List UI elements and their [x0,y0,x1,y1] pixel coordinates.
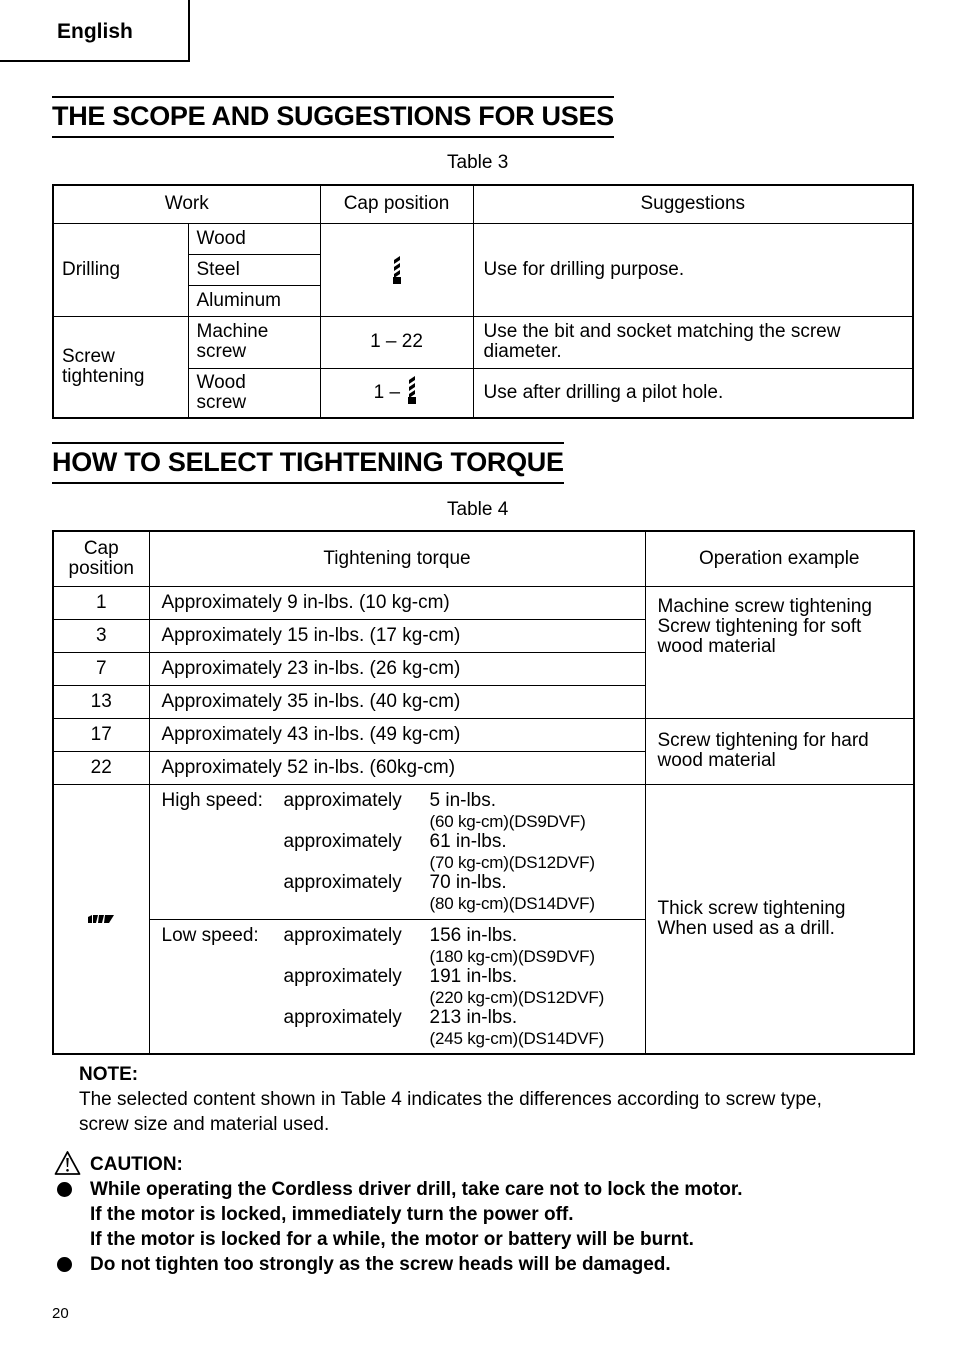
cap-value: 1 [53,586,149,619]
drill-mode-cap-cell [53,784,149,1054]
machine-screw-suggestion [473,316,913,368]
approx-text: approximately [283,1006,402,1028]
torque-kg-cm-model: (220 kg-cm)(DS12DVF) [429,987,605,1007]
high-speed-line-3 [162,873,645,893]
suggestion-line1: Use the bit and socket matching the screw [483,321,841,342]
header-cap-position: Cap position [320,185,473,223]
type-machine-screw [188,316,320,368]
low-speed-block [150,920,645,1053]
header-tightening-torque: Tightening torque [149,531,645,586]
type-line1: Machine [196,321,269,342]
machine-screw-cap: 1 – 22 [320,316,473,368]
torque-in-lbs: 191 in-lbs. [429,965,518,987]
cap-value: 22 [53,751,149,784]
approx-text: approximately [283,789,402,811]
cap-value: 3 [53,619,149,652]
example-line: Thick screw tightening [657,897,846,919]
warning-triangle-icon [54,1150,81,1176]
approx-text: approximately [283,830,402,852]
table-3-caption: Table 3 [447,152,509,173]
low-speed-cell [149,919,645,1054]
type-line2: screw [196,391,247,413]
example-line: When used as a drill. [657,917,835,939]
header-cap-position [53,531,149,586]
caution-line: Do not tighten too strongly as the screw heads will be damaged. [90,1254,671,1275]
screw-label-line2: tightening [62,365,145,387]
caution-block [54,1152,742,1277]
drilling-suggestion: Use for drilling purpose. [473,223,913,316]
torque-kg-cm-model: (70 kg-cm)(DS12DVF) [429,852,595,872]
section-title-torque: HOW TO SELECT TIGHTENING TORQUE [52,442,564,484]
torque-value: Approximately 43 in-lbs. (49 kg-cm) [149,718,645,751]
table-4-caption: Table 4 [447,499,509,520]
example-line: Screw tightening for soft [657,615,862,637]
cap-value: 13 [53,685,149,718]
torque-value: Approximately 15 in-lbs. (17 kg-cm) [149,619,645,652]
caution-line: If the motor is locked for a while, the motor or battery will be burnt. [90,1229,694,1250]
type-wood-screw [188,368,320,418]
wood-screw-suggestion: Use after drilling a pilot hole. [473,368,913,418]
work-screw-tightening [53,316,188,418]
low-speed-line-2 [162,967,645,987]
torque-in-lbs: 156 in-lbs. [429,924,518,946]
example-line: Screw tightening for hard [657,730,869,751]
torque-in-lbs: 5 in-lbs. [429,789,497,811]
torque-kg-cm-model: (80 kg-cm)(DS14DVF) [429,893,595,913]
low-speed-line-3 [162,1008,645,1028]
drill-bit-icon [390,255,404,285]
material-steel: Steel [188,254,320,285]
material-aluminum: Aluminum [188,285,320,316]
caution-bullet-1 [54,1177,742,1252]
high-speed-block [150,785,645,918]
suggestion-line2: diameter. [483,341,562,362]
header-operation-example: Operation example [645,531,914,586]
approx-text: approximately [283,965,402,987]
cap-value: 17 [53,718,149,751]
high-speed-line-2 [162,832,645,852]
table-3 [52,184,914,419]
caution-line: If the motor is locked, immediately turn the power off. [90,1204,574,1225]
example-line: wood material [657,750,776,771]
header-cap-line1: Cap [83,537,119,559]
caution-heading [54,1152,742,1177]
caution-label: CAUTION: [90,1154,183,1175]
cap-value: 7 [53,652,149,685]
torque-value: Approximately 9 in-lbs. (10 kg-cm) [149,586,645,619]
caution-line: While operating the Cordless driver drill, take care not to lock the motor. [90,1179,743,1200]
note-line1: The selected content shown in Table 4 indicates the differences according to screw type, [79,1089,822,1110]
header-cap-line2: position [68,557,134,579]
wood-screw-cap-text: 1 – [373,381,401,403]
page-number: 20 [52,1305,69,1322]
note-block [79,1062,929,1137]
caution-bullet-2 [54,1252,742,1277]
example-soft [645,586,914,718]
language-tab [0,0,190,62]
language-label: English [57,20,133,43]
work-drilling: Drilling [53,223,188,316]
approx-text: approximately [283,924,402,946]
header-suggestions: Suggestions [473,185,913,223]
table-4 [52,530,915,1055]
example-hard [645,718,914,784]
material-wood: Wood [188,223,320,254]
torque-kg-cm-model: (245 kg-cm)(DS14DVF) [429,1028,605,1048]
section-title-scope: THE SCOPE AND SUGGESTIONS FOR USES [52,96,614,138]
example-line: wood material [657,635,776,657]
bullet-icon [57,1257,72,1272]
type-line2: screw [196,341,247,362]
torque-kg-cm-model: (180 kg-cm)(DS9DVF) [429,946,595,966]
high-speed-cell [149,784,645,919]
torque-in-lbs: 61 in-lbs. [429,830,507,852]
header-work: Work [53,185,320,223]
drill-mode-icon [87,913,115,925]
torque-in-lbs: 70 in-lbs. [429,871,507,893]
approx-text: approximately [283,871,402,893]
example-drill [645,784,914,1054]
low-speed-line-1 [162,926,645,946]
torque-value: Approximately 35 in-lbs. (40 kg-cm) [149,685,645,718]
wood-screw-cap [320,368,473,418]
type-line1: Wood [196,371,246,393]
high-speed-label: High speed: [161,789,263,811]
example-line: Machine screw tightening [657,595,872,617]
torque-value: Approximately 23 in-lbs. (26 kg-cm) [149,652,645,685]
torque-kg-cm-model: (60 kg-cm)(DS9DVF) [429,811,586,831]
high-speed-line-1 [162,791,645,811]
bullet-icon [57,1182,72,1197]
drilling-cap-cell [320,223,473,316]
torque-value: Approximately 52 in-lbs. (60kg-cm) [149,751,645,784]
torque-in-lbs: 213 in-lbs. [429,1006,518,1028]
note-line2: screw size and material used. [79,1114,330,1135]
note-label: NOTE: [79,1064,139,1085]
drill-bit-icon [405,375,419,411]
low-speed-label: Low speed: [161,924,259,946]
screw-label-line1: Screw [62,345,115,367]
